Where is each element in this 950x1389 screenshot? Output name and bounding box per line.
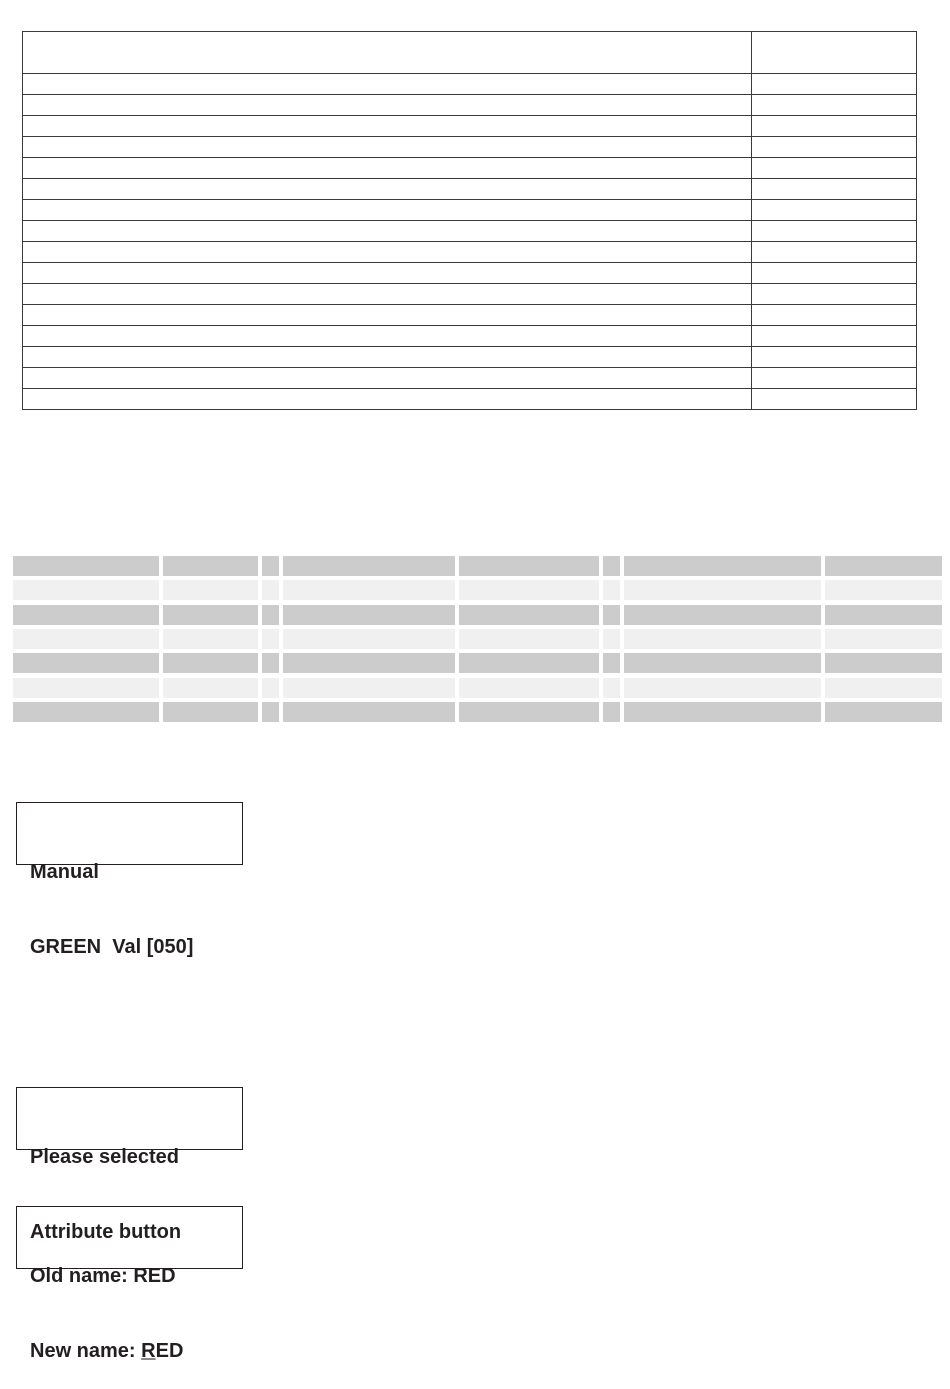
table-cell xyxy=(752,305,917,326)
grid-cell xyxy=(262,580,279,600)
table-header-cell xyxy=(23,32,752,74)
grid-row xyxy=(13,653,942,673)
table-cell xyxy=(23,305,752,326)
grid-cell xyxy=(13,678,159,698)
table-cell xyxy=(23,95,752,116)
grid-cell xyxy=(825,678,942,698)
grid-row xyxy=(13,702,942,722)
grid-cell xyxy=(624,702,821,722)
grid-cell xyxy=(163,678,258,698)
table-cell xyxy=(23,74,752,95)
grid-cell xyxy=(825,605,942,625)
table-header-row xyxy=(23,32,917,74)
lcd-manual-line1: Manual xyxy=(30,861,99,883)
table-cell xyxy=(752,116,917,137)
table-row xyxy=(23,95,917,116)
grid-cell xyxy=(13,556,159,576)
grid-cell xyxy=(459,605,599,625)
grid-cell xyxy=(459,629,599,649)
grid-cell xyxy=(459,702,599,722)
table-cell xyxy=(752,284,917,305)
grid-cell xyxy=(13,702,159,722)
grid-cell xyxy=(262,556,279,576)
grid-row xyxy=(13,629,942,649)
grid-cell xyxy=(262,653,279,673)
lcd-rename-line1: Old name: RED xyxy=(30,1265,176,1287)
lcd-cursor-char: R xyxy=(141,1340,156,1362)
table-row xyxy=(23,368,917,389)
table-row xyxy=(23,158,917,179)
grid-cell xyxy=(603,605,620,625)
table-cell xyxy=(23,368,752,389)
lcd-screen-prompt xyxy=(16,1087,243,1243)
table-cell xyxy=(23,347,752,368)
table-row xyxy=(23,305,917,326)
grid-cell xyxy=(13,605,159,625)
grid-cell xyxy=(262,605,279,625)
table-cell xyxy=(752,74,917,95)
table-row xyxy=(23,74,917,95)
table-cell xyxy=(752,326,917,347)
grid-cell xyxy=(262,702,279,722)
table-cell xyxy=(23,326,752,347)
grid-cell xyxy=(624,580,821,600)
grid-cell xyxy=(603,629,620,649)
grid-cell xyxy=(603,556,620,576)
lcd-rename-rest: ED xyxy=(155,1340,184,1362)
lcd-screen-rename xyxy=(16,1206,243,1362)
lcd-manual-line2: GREEN Val [050] xyxy=(30,936,194,958)
grid-cell xyxy=(163,556,258,576)
table-cell xyxy=(752,263,917,284)
table-cell xyxy=(23,116,752,137)
grid-cell xyxy=(624,678,821,698)
table-cell xyxy=(752,389,917,410)
table-cell xyxy=(23,137,752,158)
grid-cell xyxy=(163,605,258,625)
grid-cell xyxy=(825,556,942,576)
grid-row xyxy=(13,580,942,600)
grid-cell xyxy=(163,653,258,673)
grid-cell xyxy=(459,580,599,600)
grid-row xyxy=(13,605,942,625)
table-row xyxy=(23,347,917,368)
table-cell xyxy=(23,284,752,305)
table-row xyxy=(23,284,917,305)
grid-cell xyxy=(13,653,159,673)
table-header-cell xyxy=(752,32,917,74)
grid-cell xyxy=(283,580,455,600)
table-cell xyxy=(752,200,917,221)
grid-row xyxy=(13,556,942,576)
grid-cell xyxy=(283,629,455,649)
grid-cell xyxy=(825,629,942,649)
grid-cell xyxy=(603,678,620,698)
table-row xyxy=(23,116,917,137)
grid-cell xyxy=(283,556,455,576)
table-row xyxy=(23,263,917,284)
grid-cell xyxy=(163,580,258,600)
grid-cell xyxy=(163,702,258,722)
lcd-prompt-line2: Attribute button xyxy=(30,1221,182,1243)
table-cell xyxy=(752,368,917,389)
table-cell xyxy=(752,137,917,158)
table-row xyxy=(23,221,917,242)
table-cell xyxy=(752,221,917,242)
lcd-prompt-line1: Please selected xyxy=(30,1146,179,1168)
table-cell xyxy=(23,221,752,242)
grid-cell xyxy=(283,605,455,625)
grid-cell xyxy=(283,678,455,698)
lcd-screen-manual xyxy=(16,802,243,958)
grid-cell xyxy=(13,629,159,649)
table-cell xyxy=(23,179,752,200)
table-cell xyxy=(752,158,917,179)
grid-cell xyxy=(13,580,159,600)
table-cell xyxy=(23,242,752,263)
table-cell xyxy=(23,389,752,410)
table-cell xyxy=(752,95,917,116)
grid-cell xyxy=(262,629,279,649)
grid-cell xyxy=(459,653,599,673)
lcd-rename-line2 xyxy=(30,1339,242,1364)
table-row xyxy=(23,200,917,221)
grid-cell xyxy=(624,605,821,625)
grid-cell xyxy=(624,629,821,649)
grid-cell xyxy=(459,556,599,576)
grid-cell xyxy=(624,653,821,673)
table-row xyxy=(23,137,917,158)
grid-cell xyxy=(825,702,942,722)
grid-cell xyxy=(624,556,821,576)
table-cell xyxy=(23,158,752,179)
table-cell xyxy=(752,347,917,368)
table-row xyxy=(23,242,917,263)
table-cell xyxy=(752,179,917,200)
empty-table xyxy=(22,31,917,410)
grid-cell xyxy=(825,580,942,600)
table-cell xyxy=(752,242,917,263)
grid-cell xyxy=(603,653,620,673)
table-cell xyxy=(23,263,752,284)
grid-cell xyxy=(459,678,599,698)
lcd-rename-prefix: New name: xyxy=(30,1340,142,1362)
table-row xyxy=(23,179,917,200)
grid-cell xyxy=(283,702,455,722)
grid-cell xyxy=(262,678,279,698)
grid-cell xyxy=(603,702,620,722)
grid-row xyxy=(13,678,942,698)
table-row xyxy=(23,326,917,347)
grid-cell xyxy=(603,580,620,600)
grid-cell xyxy=(825,653,942,673)
table-cell xyxy=(23,200,752,221)
grid-cell xyxy=(283,653,455,673)
grid-cell xyxy=(163,629,258,649)
table-row xyxy=(23,389,917,410)
